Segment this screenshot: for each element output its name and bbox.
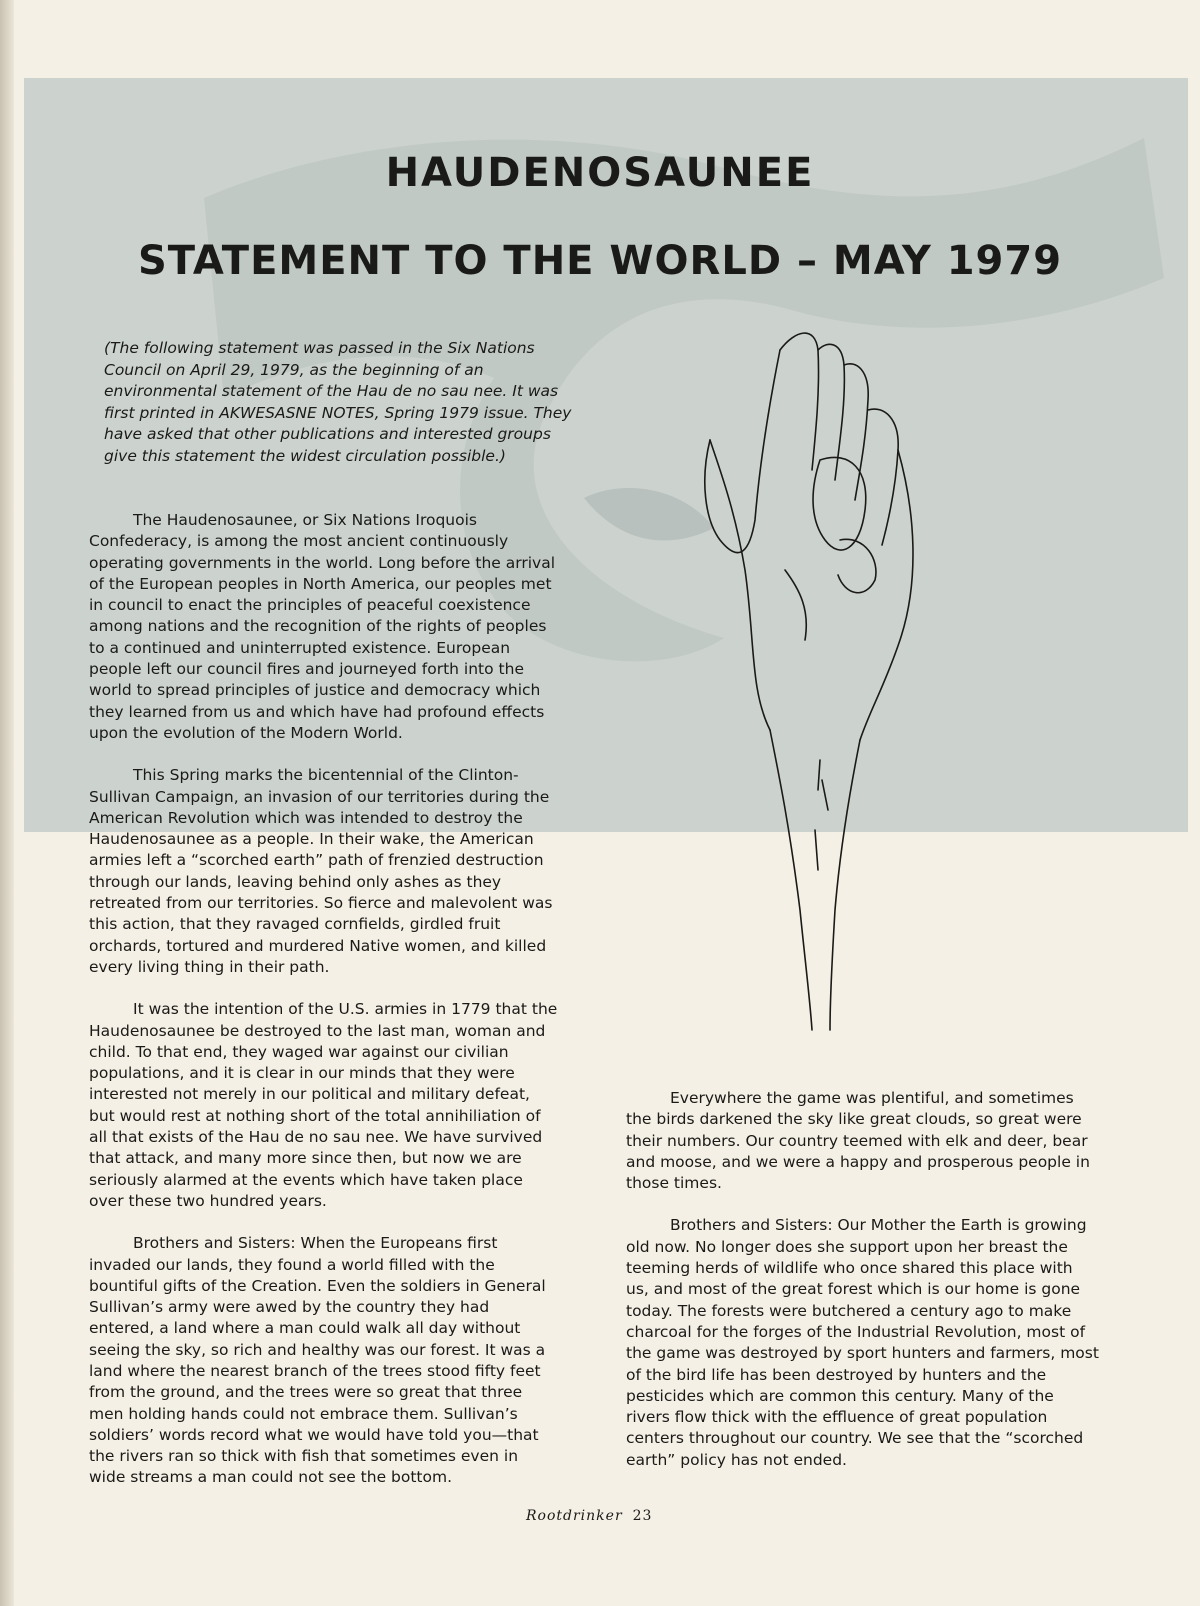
right-column [626,1088,1099,1492]
page-number: 23 [632,1508,653,1524]
paragraph: It was the intention of the U.S. armies in 1779 that the Haudenosaunee be destroyed to the last man, woman and child. To that end, they waged war against our civilian populations, and it is clear in our minds that they were interested not merely in our political and military defeat, but would rest at nothing short of the total annihiliation of all that exists of the Hau de no sau nee. We have survived that attack, and many more since then, but now we are seriously alarmed at the events which have taken place over these two hundred years. [89,1000,558,1210]
intro-note: (The following statement was passed in the Six Nations Council on April 29, 1979, as the beginning of an environmental statement of the Hau de no sau nee. It was first printed in AKWESASNE NOTES, Spring 1979 issue. They have asked that other publications and interested groups give this statement the widest circulation possible.) [104,339,572,465]
left-column [89,510,559,1510]
raised-hand-illustration [700,310,970,1040]
paragraph: Brothers and Sisters: Our Mother the Earth is growing old now. No longer does she support upon her breast the teeming herds of wildlife who once shared this place with us, and most of the great forest which is our home is gone today. The forests were butchered a century ago to make charcoal for the forges of the Industrial Revolution, most of the game was destroyed by sport hunters and farmers, most of the bird life has been destroyed by hunters and the pesticides which are common this century. Many of the rivers flow thick with the effluence of great population centers throughout our country. We see that the “scorched earth” policy has not ended. [626,1216,1099,1469]
page-subtitle: STATEMENT TO THE WORLD – MAY 1979 [137,238,1063,284]
paragraph: The Haudenosaunee, or Six Nations Iroquois Confederacy, is among the most ancient continuously operating governments in the world. Long before the arrival of the European peoples in North America, our peoples met in council to enact the principles of peaceful coexistence among nations and the recognition of the rights of peoples to a continued and uninterrupted existence. European people left our council fires and journeyed forth into the world to spread principles of justice and democracy which they learned from us and which have had profound effects upon the evolution of the Modern World. [89,511,556,742]
page-title: HAUDENOSAUNEE [385,150,815,196]
paragraph: Everywhere the game was plentiful, and sometimes the birds darkened the sky like great clouds, so great were their numbers. Our country teemed with elk and deer, bear and moose, and we were a happy and prosperous people in those times. [626,1089,1090,1193]
publication-name: Rootdrinker [526,1508,623,1524]
page-footer [526,1508,652,1524]
paragraph: This Spring marks the bicentennial of the Clinton-Sullivan Campaign, an invasion of our territories during the American Revolution which was intended to destroy the Haudenosaunee as a people. In their wake, the American armies left a “scorched earth” path of frenzied destruction through our lands, leaving behind only ashes as they retreated from our territories. So fierce and malevolent was this action, that they ravaged cornfields, girdled fruit orchards, tortured and murdered Native women, and killed every living thing in their path. [89,766,553,976]
paragraph: Brothers and Sisters: When the Europeans first invaded our lands, they found a world filled with the bountiful gifts of the Creation. Even the soldiers in General Sullivan’s army were awed by the country they had entered, a land where a man could walk all day without seeing the sky, so rich and healthy was our forest. It was a land where the nearest branch of the trees stood fifty feet from the ground, and the trees were so great that three men holding hands could not embrace them. Sullivan’s soldiers’ words record what we would have told you—that the rivers ran so thick with fish that sometimes even in wide streams a man could not see the bottom. [89,1234,546,1487]
